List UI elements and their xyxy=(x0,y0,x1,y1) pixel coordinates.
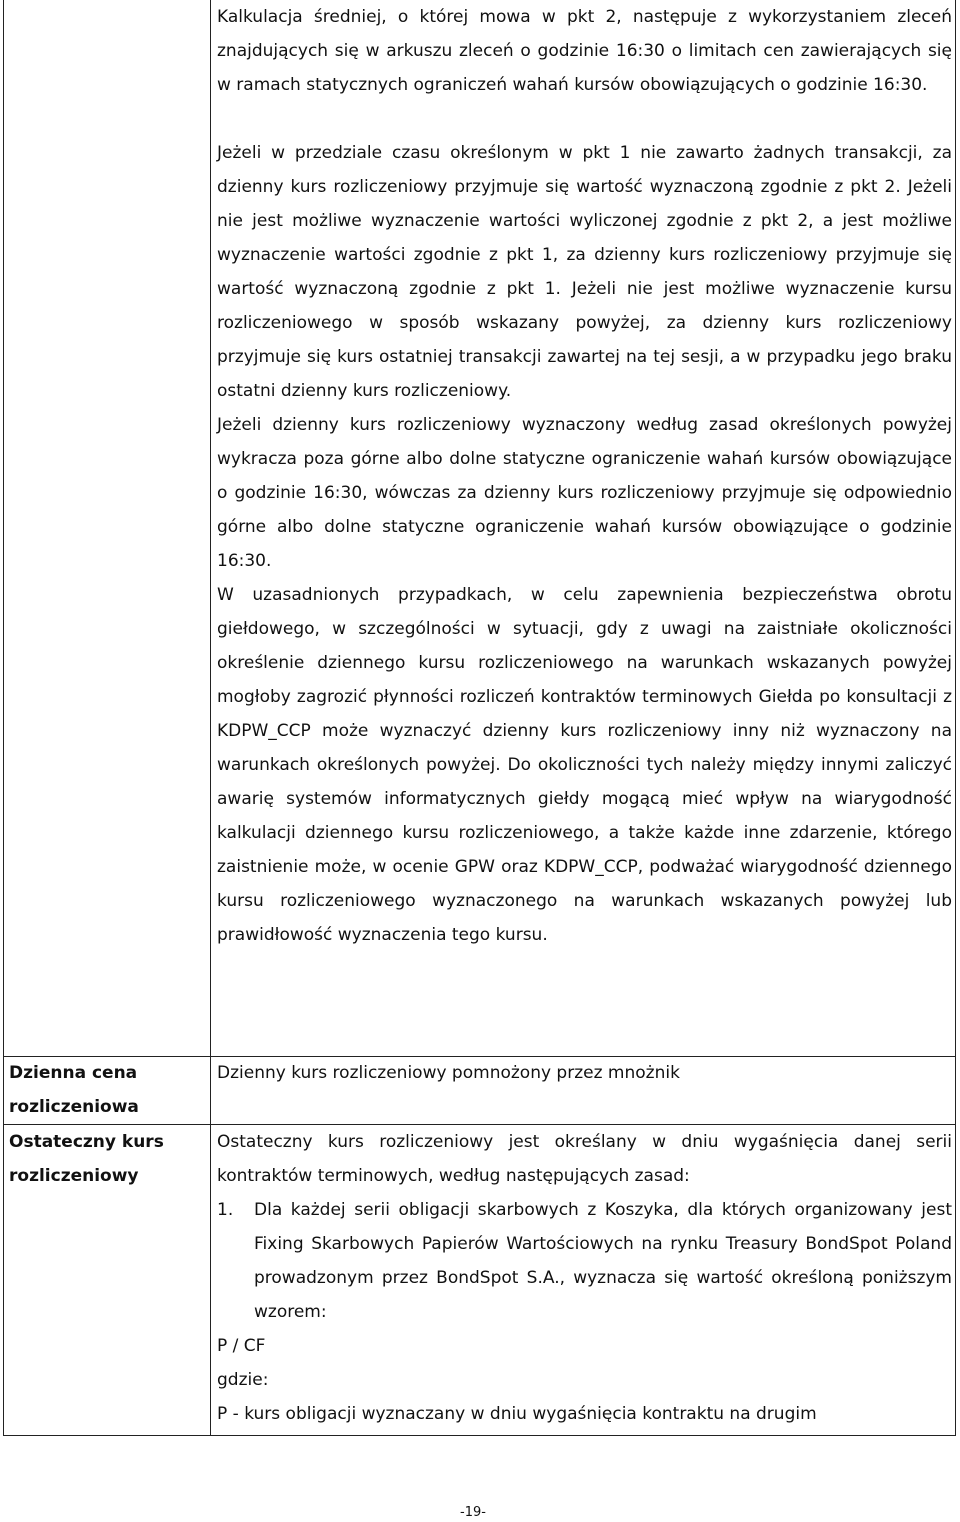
paragraph: Jeżeli w przedziale czasu określonym w pkt 1 nie zawarto żadnych transakcji, za dzienny kurs rozliczeniowy przyjmuje się wartość wyznaczoną zgodnie z pkt 2. Jeżeli nie jest możliwe wyznaczenie wartości wyliczonej zgodnie z pkt 2, a jest możliwe wyznaczenie wartości zgodnie z pkt 1, za dzienny kurs rozliczeniowy przyjmuje się wartość wyznaczoną zgodnie z pkt 1. Jeżeli nie jest możliwe wyznaczenie kursu rozliczeniowego w sposób wskazany powyżej, za dzienny kurs rozliczeniowy przyjmuje się kurs ostatniej transakcji zawartej na tej sesji, a w przypadku jego braku ostatni dzienny kurs rozliczeniowy. xyxy=(217,143,952,401)
term-ostateczny-kurs: Ostateczny kurs rozliczeniowy xyxy=(9,1132,164,1186)
column-divider xyxy=(210,0,211,1435)
row1-content xyxy=(217,0,952,952)
page-number: -19- xyxy=(460,1505,486,1520)
paragraph: Dzienny kurs rozliczeniowy pomnożony przez mnożnik xyxy=(217,1063,680,1083)
paragraph: Kalkulacja średniej, o której mowa w pkt 2, następuje z wykorzystaniem zleceń znajdujących się w arkuszu zleceń o godzinie 16:30 o limitach cen zawierających się w ramach statycznych ograniczeń wahań kursów obowiązujących o godzinie 16:30. xyxy=(217,7,952,95)
list-text: Dla każdej serii obligacji skarbowych z Koszyka, dla których organizowany jest Fixing Skarbowych Papierów Wartościowych na rynku Treasury BondSpot Poland prowadzonym przez BondSpot S.A., wyznacza się wartość określoną poniższym wzorem: xyxy=(254,1200,952,1322)
list-number: 1. xyxy=(217,1200,234,1220)
paragraph: P - kurs obligacji wyznaczany w dniu wygaśnięcia kontraktu na drugim xyxy=(217,1404,817,1424)
paragraph: Jeżeli dzienny kurs rozliczeniowy wyznaczony według zasad określonych powyżej wykracza poza górne albo dolne statyczne ograniczenie wahań kursów obowiązujące o godzinie 16:30, wówczas za dzienny kurs rozliczeniowy przyjmuje się odpowiednio górne albo dolne statyczne ograniczenie wahań kursów obowiązujące o godzinie 16:30. xyxy=(217,415,952,571)
definition-dzienna-cena xyxy=(217,1056,952,1090)
definition-ostateczny-kurs xyxy=(217,1125,952,1431)
list-item xyxy=(217,1193,952,1329)
where-label: gdzie: xyxy=(217,1370,269,1390)
formula: P / CF xyxy=(217,1336,266,1356)
paragraph: Ostateczny kurs rozliczeniowy jest określany w dniu wygaśnięcia danej serii kontraktów terminowych, według następujących zasad: xyxy=(217,1132,952,1186)
term-dzienna-cena: Dzienna cena rozliczeniowa xyxy=(9,1063,139,1117)
paragraph: W uzasadnionych przypadkach, w celu zapewnienia bezpieczeństwa obrotu giełdowego, w szczególności w sytuacji, gdy z uwagi na zaistniałe okoliczności określenie dziennego kursu rozliczeniowego na warunkach wskazanych powyżej mogłoby zagrozić płynności rozliczeń kontraktów terminowych Giełda po konsultacji z KDPW_CCP może wyznaczyć dzienny kurs rozliczeniowy inny niż wyznaczony na warunkach określonych powyżej. Do okoliczności tych należy między innymi zaliczyć awarię systemów informatycznych giełdy mogącą mieć wpływ na wiarygodność kalkulacji dziennego kursu rozliczeniowego, a także każde inne zdarzenie, którego zaistnienie może, w ocenie GPW oraz KDPW_CCP, podważać wiarygodność dziennego kursu rozliczeniowego wyznaczonego na warunkach wskazanych powyżej lub prawidłowość wyznaczenia tego kursu. xyxy=(217,585,952,945)
